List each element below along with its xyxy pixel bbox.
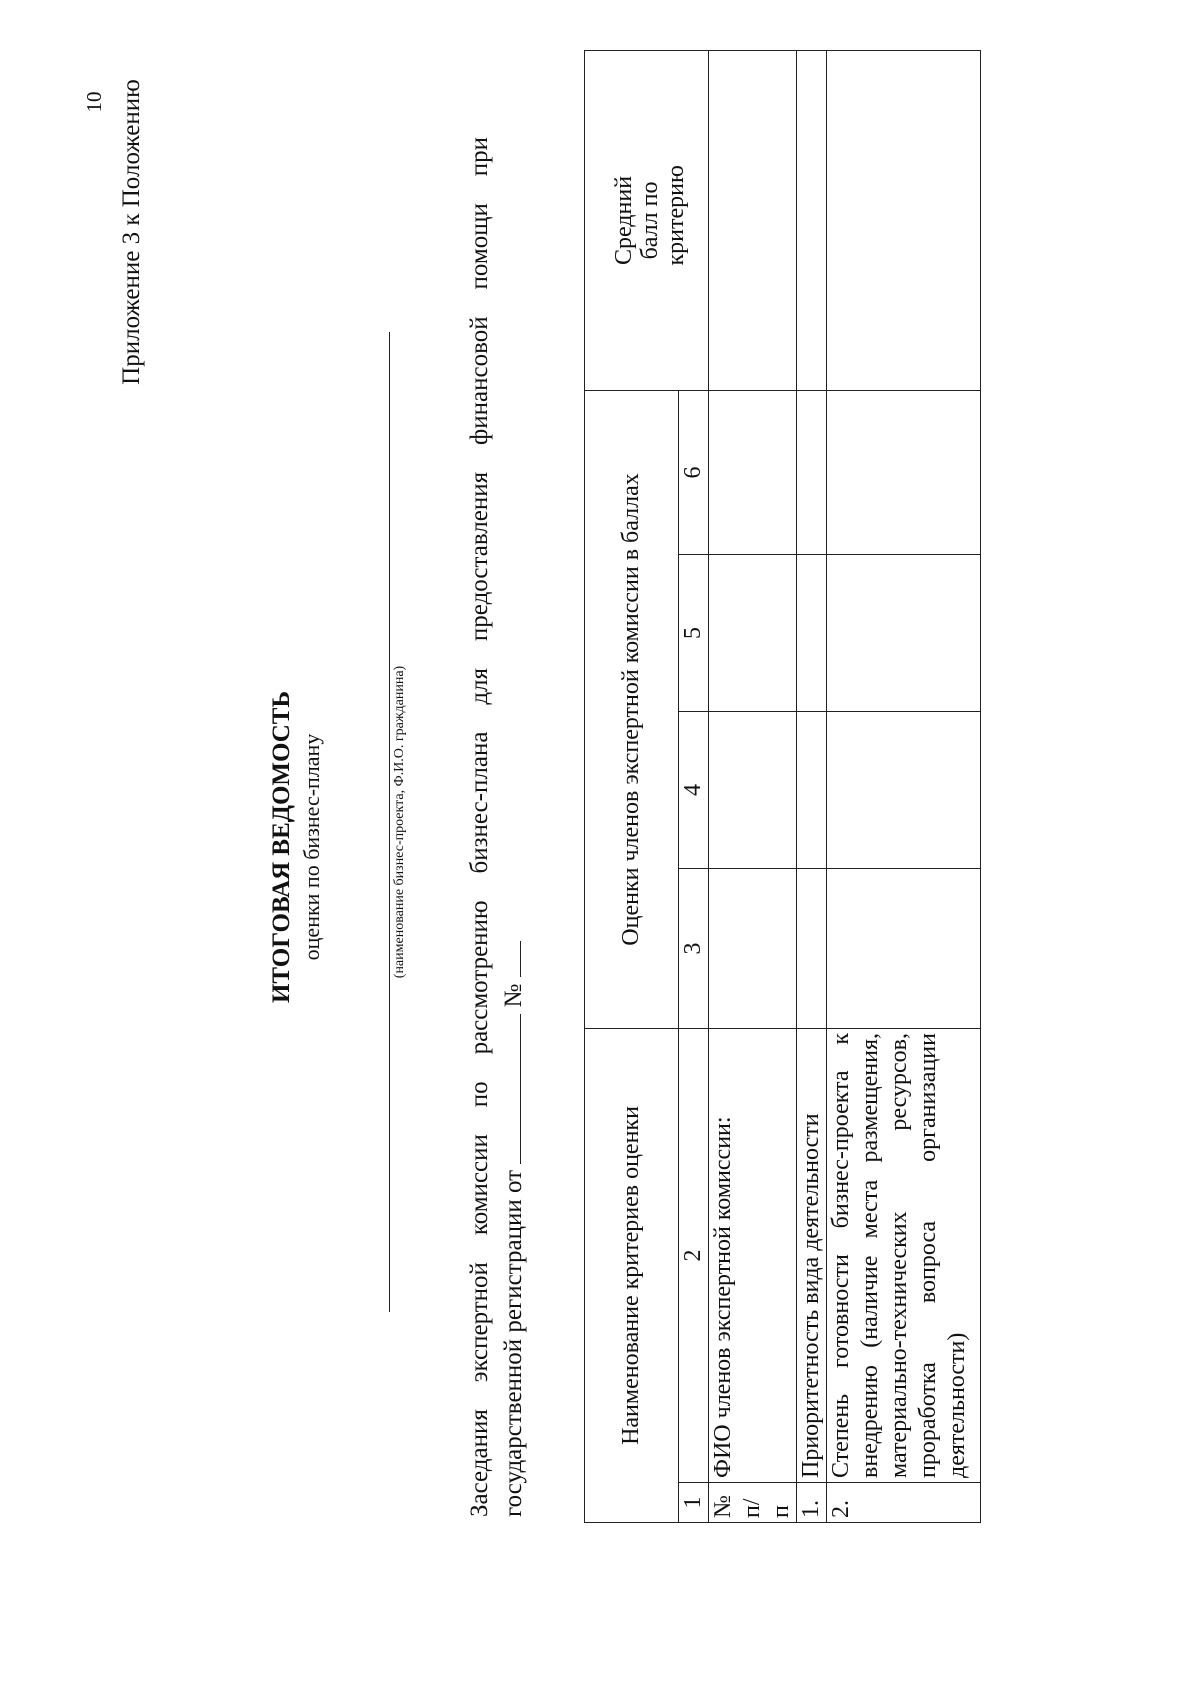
row-criterion: Степень готовности бизнес-проекта к внедрению (наличие места размещения, материально-технических ресурсов, проработка вопроса организации деятельности) xyxy=(827,1029,981,1483)
members-score-5 xyxy=(709,555,797,712)
row-score-6 xyxy=(797,390,827,554)
project-name-caption: (наименование бизнес-проекта, Ф.И.О. гражданина) xyxy=(392,665,407,979)
table-row xyxy=(797,50,827,1522)
date-blank xyxy=(496,1014,521,1164)
col-number-2: 2 xyxy=(679,1029,709,1483)
header-row xyxy=(585,50,679,1522)
row-average xyxy=(797,50,827,390)
col-number-3: 3 xyxy=(679,869,709,1029)
header-scores: Оценки членов экспертной комиссии в баллах xyxy=(585,390,679,1028)
header-average-text: Средний балл по критерию xyxy=(610,165,689,266)
col-number-4: 4 xyxy=(679,712,709,869)
col-number-6: 6 xyxy=(679,390,709,554)
number-sign: № xyxy=(500,983,527,1008)
appendix-label: Приложение 3 к Положению xyxy=(118,79,145,385)
row-number: 2. xyxy=(827,1483,981,1523)
row-score-6 xyxy=(827,390,981,554)
members-label-cell: ФИО членов экспертной комиссии: xyxy=(709,1029,797,1483)
project-name-line xyxy=(389,332,390,1312)
table-row xyxy=(827,50,981,1522)
members-score-4 xyxy=(709,712,797,869)
row-score-4 xyxy=(827,712,981,869)
header-average xyxy=(585,50,709,390)
row-score-3 xyxy=(827,869,981,1029)
row-criterion: Приоритетность вида деятельности xyxy=(797,1029,827,1483)
row-score-5 xyxy=(797,555,827,712)
members-score-3 xyxy=(709,869,797,1029)
row-score-5 xyxy=(827,555,981,712)
number-header-cell: № п/п xyxy=(709,1483,797,1523)
intro-registration-text: государственной регистрации от xyxy=(500,1169,527,1517)
header-criteria: Наименование критериев оценки xyxy=(585,1029,679,1523)
document-title: ИТОГОВАЯ ВЕДОМОСТЬ xyxy=(268,690,295,1004)
col-number-5: 5 xyxy=(679,555,709,712)
members-average xyxy=(709,50,797,390)
number-blank xyxy=(496,941,521,977)
row-score-4 xyxy=(797,712,827,869)
intro-line-2 xyxy=(496,941,530,1517)
members-row xyxy=(709,50,797,1522)
document-subtitle: оценки по бизнес-плану xyxy=(299,733,324,961)
row-average xyxy=(827,50,981,390)
row-number: 1. xyxy=(797,1483,827,1523)
members-score-6 xyxy=(709,390,797,554)
col-number-1: 1 xyxy=(679,1483,709,1523)
evaluation-table xyxy=(584,50,981,1523)
intro-line-1: Заседания экспертной комиссии по рассмотрению бизнес-плана для предоставления финансовой помощи при xyxy=(466,137,493,1517)
page-number: 10 xyxy=(82,91,106,113)
row-score-3 xyxy=(797,869,827,1029)
